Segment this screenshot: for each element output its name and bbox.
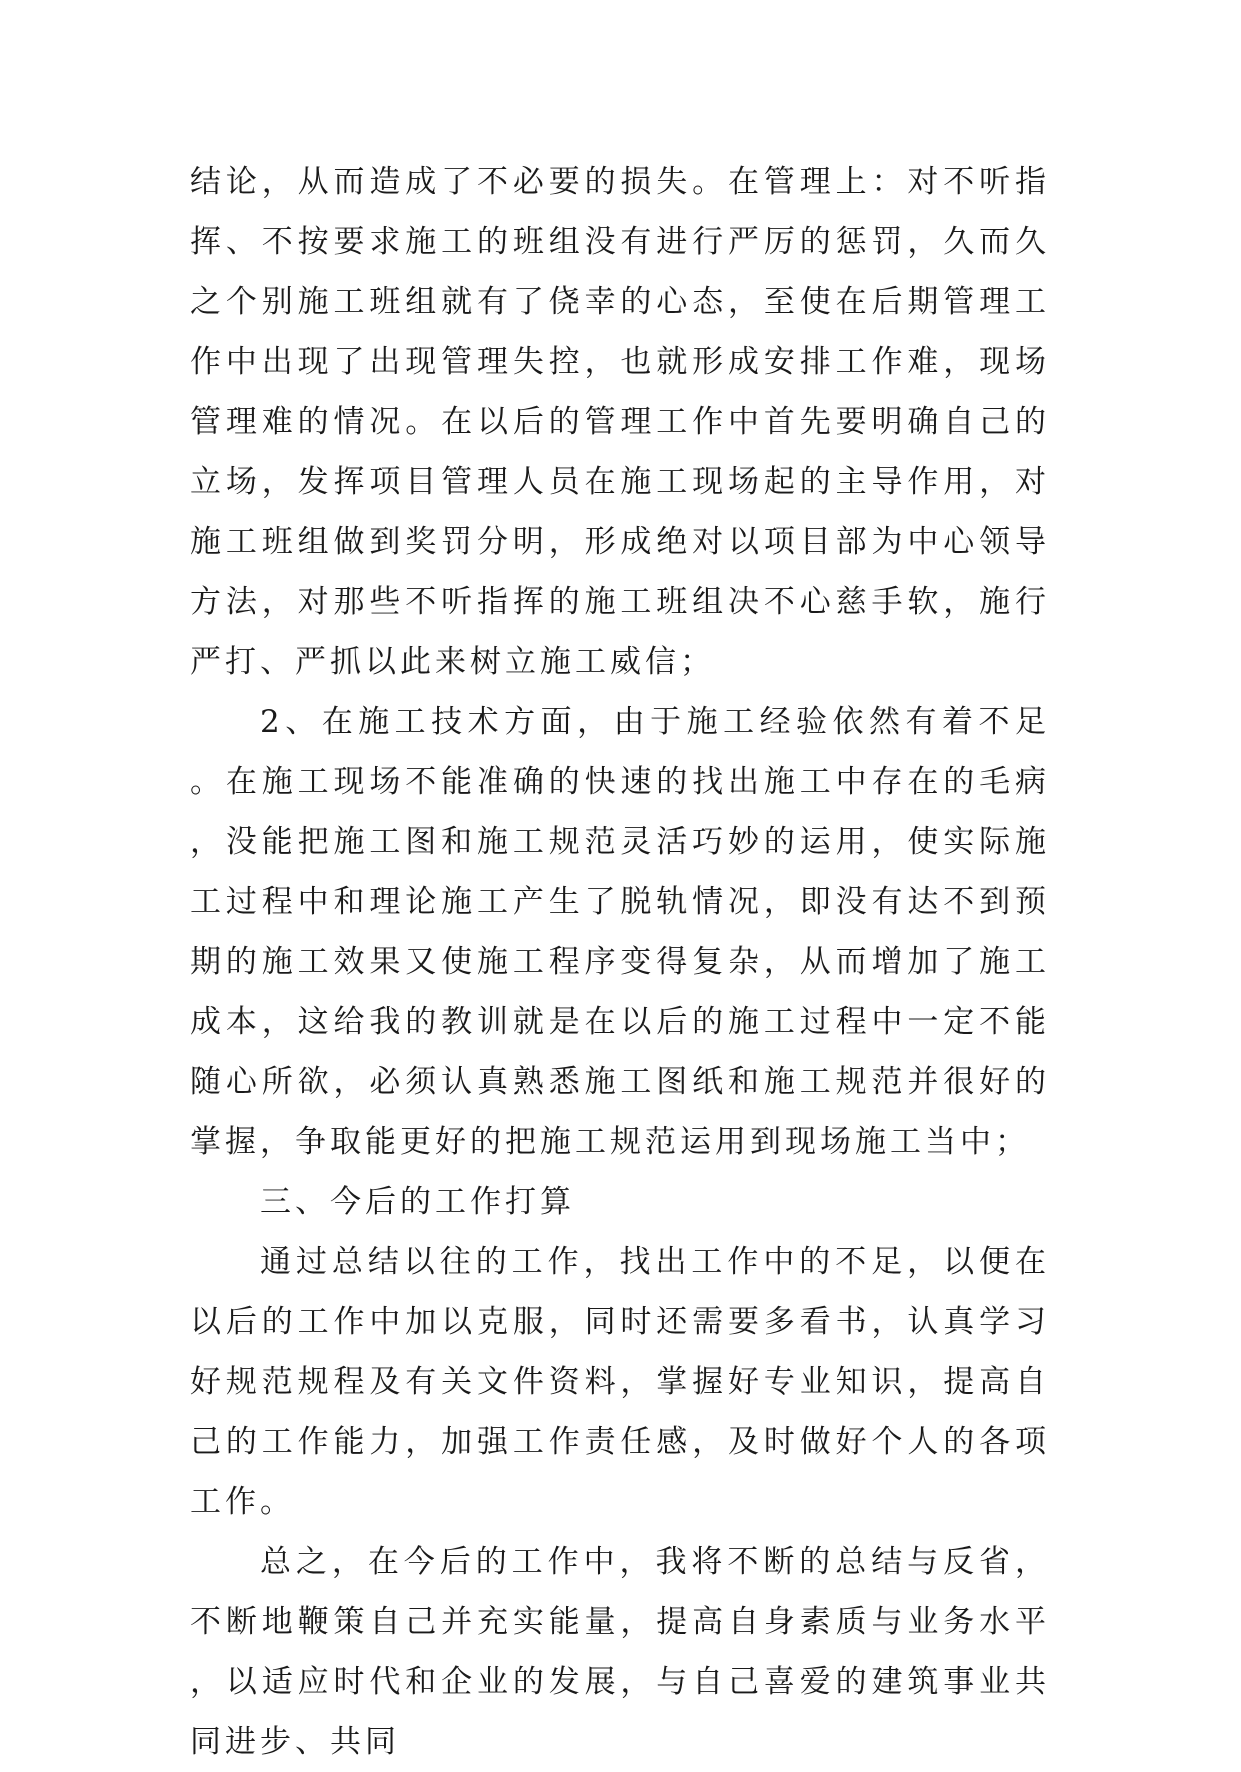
document-body: [190, 152, 1050, 1772]
paragraph-technical-aspect: 2、在施工技术方面，由于施工经验依然有着不足。在施工现场不能准确的快速的找出施工中存在的毛病，没能把施工图和施工规范灵活巧妙的运用，使实际施工过程中和理论施工产生了脱轨情况，即没有达不到预期的施工效果又使施工程序变得复杂，从而增加了施工成本，这给我的教训就是在以后的施工过程中一定不能随心所欲，必须认真熟悉施工图纸和施工规范并很好的掌握，争取能更好的把施工规范运用到现场施工当中；: [190, 704, 1050, 1160]
paragraph-future-plans: 通过总结以往的工作，找出工作中的不足，以便在以后的工作中加以克服，同时还需要多看书，认真学习好规范规程及有关文件资料，掌握好专业知识，提高自己的工作能力，加强工作责任感，及时做好个人的各项工作。: [190, 1244, 1050, 1520]
paragraph-management-conclusion: 结论，从而造成了不必要的损失。在管理上：对不听指挥、不按要求施工的班组没有进行严厉的惩罚，久而久之个别施工班组就有了侥幸的心态，至使在后期管理工作中出现了出现管理失控，也就形成安排工作难，现场管理难的情况。在以后的管理工作中首先要明确自己的立场，发挥项目管理人员在施工现场起的主导作用，对施工班组做到奖罚分明，形成绝对以项目部为中心领导方法，对那些不听指挥的施工班组决不心慈手软，施行严打、严抓以此来树立施工威信；: [190, 164, 1050, 680]
section-heading-future-plans: 三、今后的工作打算: [260, 1184, 575, 1220]
paragraph-summary: 总之，在今后的工作中，我将不断的总结与反省，不断地鞭策自己并充实能量，提高自身素质与业务水平，以适应时代和企业的发展，与自己喜爱的建筑事业共同进步、共同: [190, 1544, 1050, 1760]
